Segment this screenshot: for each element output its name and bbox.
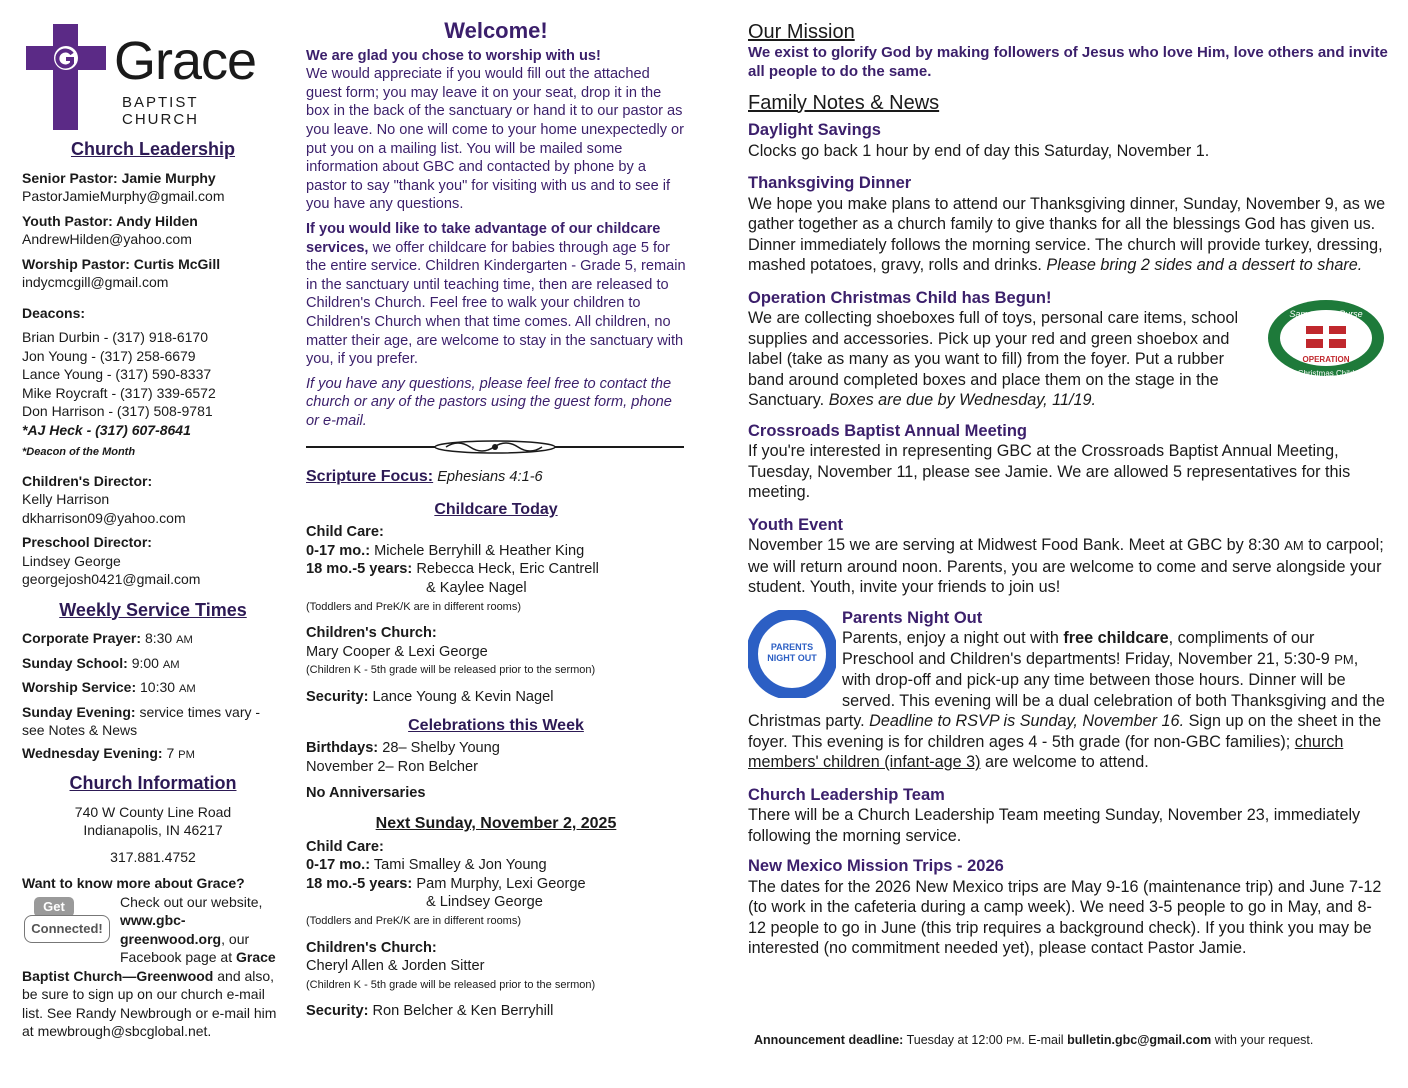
- news-heading: Family Notes & News: [748, 91, 940, 114]
- ornament-divider-icon: [306, 438, 684, 456]
- address-line-1: 740 W County Line Road: [74, 803, 232, 820]
- scripture-focus: Scripture Focus: Ephesians 4:1-6: [306, 468, 543, 486]
- nm-text: The dates for the 2026 New Mexico trips are May 9-16 (maintenance trip) and June 7-12 (to work in the cafeteria during a camp week). We need 3-5 people to go in May, and 8-12 people to go in June (this trip requires a background check). If you think you may be interested (no commitment needed yet), please contact Pastor Jamie.: [748, 877, 1382, 957]
- welcome-column: [306, 18, 686, 1021]
- next-childrens-church-label: Children's Church:: [306, 939, 437, 956]
- daylight-title: Daylight Savings: [748, 121, 881, 139]
- daylight-text: Clocks go back 1 hour by end of day this Saturday, November 1.: [748, 141, 1210, 160]
- sidebar-column: [22, 140, 284, 1041]
- birthday-line-2: November 2– Ron Belcher: [306, 758, 478, 775]
- next-childrens-church-note: (Children K - 5th grade will be released prior to the sermon): [306, 978, 596, 991]
- church-info-heading: Church Information: [69, 773, 237, 793]
- next-toddler-line: 18 mo.-5 years: Pam Murphy, Lexi George: [306, 875, 586, 892]
- badge-bottom: Connected!: [24, 915, 110, 943]
- church-logo: [26, 24, 278, 132]
- bulletin-email-link[interactable]: bulletin.gbc@gmail.com: [1067, 1033, 1212, 1047]
- next-rooms-note: (Toddlers and PreK/K are in different rooms): [306, 914, 522, 927]
- clt-title: Church Leadership Team: [748, 785, 945, 804]
- occ-title: Operation Christmas Child has Begun!: [748, 288, 1052, 307]
- service-time-item: Sunday School: 9:00 AM: [22, 654, 180, 671]
- next-sunday-heading: Next Sunday, November 2, 2025: [375, 814, 617, 832]
- security-line: Security: Lance Young & Kevin Nagel: [306, 689, 554, 705]
- senior-pastor: Senior Pastor: Jamie Murphy: [22, 169, 216, 186]
- toddler-line-2: & Kaylee Nagel: [426, 580, 527, 597]
- website-link[interactable]: www.gbc-greenwood.org: [120, 912, 222, 947]
- crossroads-text: If you're interested in representing GBC at the Crossroads Baptist Annual Meeting, Tuesday, November 11, please see Jamie. We are allowed 5 representatives for this meeting.: [748, 442, 1351, 501]
- pno-text: Parents, enjoy a night out with free childcare, compliments of our Preschool and Children's departments! Friday, November 21, 5:30-9 PM, with drop-off and pick-up any time between those hours. Dinner will be served. This evening will be a dual celebration of both Thanksgiving and the Christmas party. Deadline to RSVP is Sunday, November 16. Sign up on the sheet in the foyer. This evening is for children ages 4 - 5th grade (for non-GBC families); church members' children (infant-age 3) are welcome to attend.: [748, 629, 1385, 771]
- next-child-care-label: Child Care:: [306, 838, 384, 855]
- next-toddler-line-2: & Lindsey George: [426, 894, 543, 911]
- toddler-line: 18 mo.-5 years: Rebecca Heck, Eric Cantrell: [306, 561, 599, 578]
- nm-title: New Mexico Mission Trips - 2026: [748, 857, 1004, 875]
- facebook-link[interactable]: Grace Baptist Church—Greenwood: [22, 949, 276, 984]
- mission-heading: Our Mission: [748, 21, 855, 43]
- service-time-item: Sunday Evening: service times vary - see Notes & News: [22, 703, 261, 738]
- deacon-note: *Deacon of the Month: [22, 446, 136, 458]
- youth-pastor-email[interactable]: AndrewHilden@yahoo.com: [22, 231, 192, 247]
- news-column: [748, 22, 1388, 959]
- youth-pastor: Youth Pastor: Andy Hilden: [22, 212, 198, 229]
- service-time-item: Corporate Prayer: 8:30 AM: [22, 630, 193, 646]
- childrens-church-label: Children's Church:: [306, 625, 437, 642]
- celebrations-heading: Celebrations this Week: [408, 716, 584, 734]
- church-phone: 317.881.4752: [110, 848, 196, 865]
- welcome-lead: We are glad you chose to worship with us!: [306, 47, 601, 64]
- welcome-title: Welcome!: [444, 18, 548, 43]
- logo-name: Grace: [114, 31, 257, 91]
- welcome-closing: If you have any questions, please feel free to contact the church or any of the pastors using the guest form, phone or e-mail.: [306, 375, 672, 429]
- occ-logo: [1266, 296, 1386, 380]
- senior-pastor-email[interactable]: PastorJamieMurphy@gmail.com: [22, 188, 225, 204]
- child-care-label: Child Care:: [306, 524, 384, 541]
- thanksgiving-text: We hope you make plans to attend our Thanksgiving dinner, Sunday, November 9, as we gather together as a church family to give thanks for all the blessings God has given us. Dinner immediately follows the morning service. The church will provide turkey, dressing, mashed potatoes, gravy, rolls and drinks. Please bring 2 sides and a dessert to share.: [748, 194, 1386, 274]
- clt-text: There will be a Church Leadership Team meeting Sunday, November 23, immediately following the morning service.: [748, 806, 1361, 845]
- youth-title: Youth Event: [748, 515, 844, 534]
- service-time-item: Worship Service: 10:30 AM: [22, 679, 196, 695]
- welcome-body: We would appreciate if you would fill out the attached guest form; you may leave it on your seat, drop it in the box in the back of the sanctuary or hand it to our pastor as you leave. No one will come to your home unexpectedly or put you on a mailing list. You will be mailed some information about GBC and contacted by phone by a pastor to say "thank you" for visiting with us and to see if you have any questions.: [306, 66, 685, 213]
- mission-text: We exist to glorify God by making followers of Jesus who love Him, love others and invite all people to do the same.: [748, 43, 1388, 80]
- occ-block: [748, 308, 1388, 411]
- rooms-note: (Toddlers and PreK/K are in different rooms): [306, 600, 522, 613]
- deacon-item: Lance Young - (317) 590-8337: [22, 366, 212, 382]
- pno-title: Parents Night Out: [842, 608, 983, 627]
- deacon-item: Brian Durbin - (317) 918-6170: [22, 329, 208, 345]
- preschool-director-label: Preschool Director:: [22, 534, 152, 550]
- pno-logo-text: PARENTS NIGHT OUT: [767, 641, 817, 663]
- leadership-heading: Church Leadership: [70, 139, 236, 159]
- deacon-item: Jon Young - (317) 258-6679: [22, 347, 196, 364]
- infant-line: 0-17 mo.: Michele Berryhill & Heather King: [306, 542, 585, 559]
- deacons-label: Deacons:: [22, 304, 86, 321]
- worship-pastor: Worship Pastor: Curtis McGill: [22, 255, 221, 272]
- childcare-paragraph: If you would like to take advantage of our childcare services, we offer childcare for babies through age 5 for the entire service. Children Kindergarten - Grade 5, remain in the sanctuary until teaching time, then are released to Children's Church. Feel free to walk your children to Children's Church when that time comes. All children, no matter their age, are welcome to stay in the sanctuary with you, if you prefer.: [306, 220, 686, 368]
- pno-block: [748, 608, 1388, 773]
- service-times-heading: Weekly Service Times: [59, 599, 247, 620]
- crossroads-title: Crossroads Baptist Annual Meeting: [748, 421, 1028, 440]
- occ-text: We are collecting shoeboxes full of toys, personal care items, school supplies and accessories. Pick up your red and green shoebox and label (take as many as you want to fill) from the foyer. Put a rubber band around completed boxes and place them on the stage in the Sanctuary. Boxes are due by Wednesday, 11/19.: [748, 309, 1239, 409]
- address-line-2: Indianapolis, IN 46217: [83, 822, 223, 838]
- announcement-footer: Announcement deadline: Tuesday at 12:00 PM. E-mail bulletin.gbc@gmail.com with your request.: [754, 1033, 1314, 1047]
- childrens-director: Kelly Harrison: [22, 491, 110, 507]
- more-heading: Want to know more about Grace?: [22, 875, 245, 891]
- next-infant-line: 0-17 mo.: Tami Smalley & Jon Young: [306, 857, 547, 874]
- childrens-director-email[interactable]: dkharrison09@yahoo.com: [22, 509, 186, 526]
- anniversaries: No Anniversaries: [306, 785, 426, 802]
- childcare-today-heading: Childcare Today: [434, 500, 558, 518]
- youth-text: November 15 we are serving at Midwest Food Bank. Meet at GBC by 8:30 AM to carpool; we will return around noon. Parents, you are welcome to come and serve alongside your student. Youth, invite your friends to join us!: [748, 536, 1384, 596]
- logo-subtitle: BAPTIST CHURCH: [122, 94, 199, 128]
- occ-logo-top: Samaritan's Purse: [1289, 309, 1363, 319]
- childrens-director-label: Children's Director:: [22, 472, 153, 489]
- next-security-line: Security: Ron Belcher & Ken Berryhill: [306, 1003, 554, 1020]
- badge-top: Get: [34, 897, 74, 917]
- preschool-director-email[interactable]: georgejosh0421@gmail.com: [22, 571, 201, 587]
- deacon-item: Mike Roycraft - (317) 339-6572: [22, 384, 216, 401]
- get-connected-block: Get Connected! Check out our website, www.gbc-greenwood.org, our Facebook page at Grace Baptist Church—Greenwood and also, be sure to sign up on our church e-mail list. See Randy Newbrough or e-mail him at mewbrough@sbcglobal.net.: [22, 893, 277, 1039]
- occ-logo-bottom: Christmas Child: [1297, 369, 1355, 378]
- occ-logo-mid: OPERATION: [1302, 355, 1350, 364]
- childrens-church-names: Mary Cooper & Lexi George: [306, 643, 488, 660]
- worship-pastor-email[interactable]: indycmcgill@gmail.com: [22, 274, 169, 290]
- deacon-item: Don Harrison - (317) 508-9781: [22, 403, 213, 419]
- pno-logo: [748, 610, 836, 698]
- cross-icon: [26, 24, 106, 130]
- deacon-of-month: *AJ Heck - (317) 607-8641: [22, 421, 191, 438]
- next-childrens-church-names: Cheryl Allen & Jorden Sitter: [306, 958, 485, 975]
- get-connected-badge[interactable]: [22, 895, 112, 953]
- birthday-line-1: Birthdays: 28– Shelby Young: [306, 740, 500, 757]
- service-time-item: Wednesday Evening: 7 PM: [22, 744, 195, 761]
- thanksgiving-title: Thanksgiving Dinner: [748, 174, 912, 192]
- childrens-church-note: (Children K - 5th grade will be released prior to the sermon): [306, 664, 596, 677]
- preschool-director: Lindsey George: [22, 552, 121, 569]
